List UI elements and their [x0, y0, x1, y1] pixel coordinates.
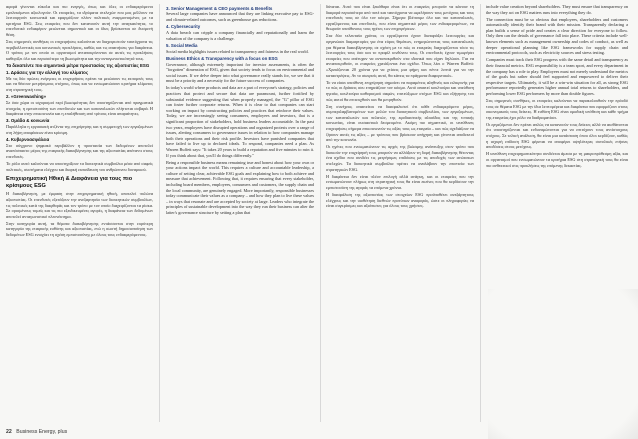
paragraph: Σε όσα χώρα οι ισχυρισμοί περί βιωσιμότητας δεν υποστηρίζονται από πραγματικά στοιχεία, η εμπιστοσύνη των επενδυτών και των καταναλωτών πλήττεται σοβαρά. Η διαφάνεια στην επικοινωνία και η επαλήθευση από τρίτους είναι απαραίτητες.	[6, 99, 153, 117]
paragraph: Στην κατηγορία αυτή, τα θέματα διακυβέρνησης εντάσσονται στην ευρύτερη κατηγορία της εταιρικής ευθύνης και αξιοπιστίας, ενώ η σωστή δημοσιοποίηση των δεδομένων ESG ενισχύει τη σχέση εμπιστοσύνης με όλους τους ενδιαφερόμενους.	[6, 220, 153, 238]
paragraph: Στη συνέχεια, απαιτείται να διασφαλιστεί ότι κάθε ενδιαφερόμενο μέρος, συμπεριλαμβανομένων των μελών του διοικητικού συμβουλίου, των εργαζομένων, των καταναλωτών και πελατών, της εφοδιαστικής αλυσίδας και της τοπικής κοινωνίας, είναι ουσιαστικά δεσμευμένο. Ακόμη πιο σημαντικό, οι υπεύθυνες επιχειρήσεις σήμερα επικοινωνούν τις αξίες τους ως εταιρεία – και πώς σχεδιάζουν να ζήσουν αυτές τις αξίες – με τρόπους που βρίσκουν απήχηση και γίνονται αποδεκτοί από την κοινωνία.	[326, 103, 474, 143]
page-curl-shadow	[488, 289, 638, 439]
section-heading: 4. Κυβερνοασφάλεια	[6, 136, 50, 142]
section-heading: Τα δεκαπέντε πιο σημαντικά μέτρα προστασίας της αξιοπιστίας ESG	[6, 62, 150, 68]
paragraph: A data breach can cripple a company financially and reputationally and harm the valuation of the company is a challenge.	[166, 30, 314, 41]
section-heading: 1. Δράσεις για την αλλαγή του κλίματος	[6, 69, 89, 75]
paragraph: The connection must be so obvious that employees, shareholders and customers automatically identify their brand with their mission. Transparently declaring a plan builds a sense of pride and creates a clear direction for everyone to follow. Only then can the details of governance fall into place. These criteria include well-known elements such as management ownership and codes of conduct, as well as deeper operational planning like ESG frameworks for supply chain and environmental protocols, such as electricity sources and stress testing.	[486, 16, 628, 56]
paragraph: Several large companies have announced that they are linking executive pay to ESG- and climate-related outcomes, such as greenhouse gas reductions.	[166, 11, 314, 22]
section-heading: 3. Ομάδα & κοινωνία	[6, 118, 50, 124]
section-heading: 5. Social Media	[166, 42, 198, 48]
paragraph: Η διασφάλιση της αξιοπιστίας των στοιχείων ESG προϋποθέτει ανεξάρτητους ελέγχους και την υιοθέτηση διεθνών προτύπων αναφοράς, ώστε οι πληροφορίες να είναι συγκρίσιμες και αξιόπιστες για όλους τους χρήστες.	[326, 192, 474, 209]
paragraph: Social media highlights issues related to transparency and fairness in the real world.	[166, 48, 309, 54]
section-heading: 3. Senior Management & CEO payments & Benefits	[166, 5, 273, 11]
paragraph: Με τις δύο πρώτες ενέργειες οι επιχειρήσεις πρέπει να μειώσουν τις εκπομπές τους και να θέσουν μετρήσιμους στόχους, όπως και να ενσωματώσουν κριτήρια κλίματος στη στρατηγική τους.	[6, 75, 153, 92]
greek-section	[486, 98, 628, 168]
paragraph: In today's world where products and data are a part of everyone's strategy, policies and practices that protect and secure that data are paramount, further fortified by substantial evidence suggesting that when properly managed, the "G" pillar of ESG can foster further corporate returns. When it is clear to that companies can start working on impact by constructing policies and practices that reinforce their values. Today, we are increasingly seeing consumers, employees and investors, that is a significant proportion of stakeholders, hold business leaders accountable. In the past two years, employees have disrupted operations and organized protests over a range of issues, alerting consumers to governance issues in relation to how companies manage both their operations and their risk profile. Investors have punished companies that have failed to live up to declared ideals. To respond, companies need a plan. As Warren Buffett says: "It takes 20 years to build a reputation and five minutes to ruin it. If you think about that, you'll do things differently."	[166, 85, 314, 158]
paragraph: Η διαφάνεια δεν είναι πλέον επιλογή αλλά ανάγκη, και οι εταιρείες που την ενσωματώνουν πλήρως στη στρατηγική τους θα είναι εκείνες που θα κερδίσουν την εμπιστοσύνη της αγοράς τα επόμενα χρόνια.	[326, 173, 474, 190]
column-divider	[159, 4, 160, 422]
paragraph: Η διακυβέρνηση, με έμφαση στην επιχειρηματική ηθική, αποτελεί πυλώνα αξιοπιστίας. Οι επενδυτές εξετάζουν την ανεξαρτησία των διοικητικών συμβουλίων, τις πολιτικές κατά της διαφθοράς και τον τρόπο με τον οποίο διαχειρίζονται τα ρίσκα. Σε ορισμένους τομείς και τις πιο εξειδικευμένες αγορές, η διαφάνεια των δεδομένων αποτελεί ανταγωνιστικό πλεονέκτημα.	[6, 191, 153, 219]
section-heading: 2. «Greenwashing»	[6, 94, 47, 100]
paragraph: include value creation beyond shareholders. They must ensure that transparency on the way they act on ESG matters runs into everything they do.	[486, 4, 628, 15]
paragraph: Governance, although extremely important for investor assessments, is often the "forgotten" dimension of ESG, given that society tends to focus on environmental and social issues. If we delve deeper into what governance really stands for, we see that it must be a priority and a necessity for the future success of companies.	[166, 61, 314, 84]
paragraph: Το να είσαι υπεύθυνη επιχείρηση σημαίνει να παραμένεις αληθινός και ειλικρινής για το πώς οι δράσεις σου επηρεάζουν τον κόσμο. Αυτό απαιτεί κουλτούρα και υπεύθυνη ηγεσία, κουλτούρα καθορισμού σαφών, επιτεύξιμων στόχων ESG και εξήγησης του πώς αυτοί θα επιτευχθούν και θα μετρηθούν.	[326, 79, 474, 102]
paragraph: Το ρόλο αυτό καλούνται να υποστηρίξουν τα διοικητικά συμβούλια μέσα από σαφείς πολιτικές, συστήματα ελέγχου και διαρκή εκπαίδευση του ανθρώπινου δυναμικού.	[6, 161, 153, 172]
section-heading: 4. Cybersecurity	[166, 24, 201, 30]
paragraph: Companies must track their ESG progress with the same detail and transparency as their financial metrics. ESG responsibility is a team sport, and every department in the company has a role to play. Employees must not merely understand the metrics of the goals but rather should feel supported and empowered to deliver their respective targets. Ultimately, it will be a win-win situation for all, as strong ESG performance reportedly generates higher annual total returns to shareholders, and performing lower ESG performers by more than double figures.	[486, 57, 628, 96]
paragraph: Being a responsible business means remaining true and honest about how your own or your actions impact the world. This requires a culture and accountable leadership, a culture of setting clear, achievable ESG goals and explaining how to both achieve and measure that achievement. Following that, it requires ensuring that every stakeholder, including board members, employees, consumers and customers, the supply chain and the local community, are genuinely engaged. More importantly, responsible businesses today communicate their values as a company – and how they plan to live these values – in ways that resonate and are accepted by society at large. Leaders who integrate the principles of sustainable development into the way they run their business can alter the latter's governance structure by setting a plan that	[166, 159, 314, 216]
column-2-english	[166, 4, 314, 422]
paragraph: Οι ηγέτες που ενσωματώνουν τις αρχές της βιώσιμης ανάπτυξης στον τρόπο που διοικούν την επιχείρησή τους μπορούν να αλλάξουν τη δομή διακυβέρνησης θέτοντας ένα σχέδιο που συνδέει τις μετρήσιμες επιδόσεις με τις αποδοχές των ανώτατων στελεχών. Τα διοικητικά συμβούλια πρέπει να αναλάβουν την εποπτεία των στρατηγικών ESG.	[326, 144, 474, 172]
paragraph: Στο σύγχρονο ψηφιακό περιβάλλον η προστασία των δεδομένων αποτελεί αναπόσπαστο μέρος της εταιρικής διακυβέρνησης και της αξιοπιστίας απέναντι στους επενδυτές.	[6, 142, 153, 159]
paragraph: Οι εργαζόμενοι δεν πρέπει απλώς να κατανοούν τους δείκτες αλλά να αισθάνονται ότι υποστηρίζονται και ενδυναμώνονται για να επιτύχουν τους αντίστοιχους στόχους. Σε τελική ανάλυση, θα είναι μια κατάσταση όπου όλοι κερδίζουν, καθώς η ισχυρή επίδοση ESG φέρεται να αποφέρει υψηλότερες συνολικές ετήσιες αποδόσεις στους μετόχους.	[486, 121, 628, 150]
column-divider	[480, 4, 481, 422]
section-heading: Business Ethics & Transparency with a focus on ESG	[166, 55, 278, 61]
section-title: Επιχειρηματική Ηθική & Διαφάνεια για τους πιο κρίσιμους ESG	[6, 176, 133, 189]
column-1	[6, 4, 153, 422]
paragraph: Στα δύο τελευταία χρόνια, οι εργαζόμενοι έχουν διαταράξει λειτουργίες και οργανώσει διαμαρτυρίες για ένα εύρος θεμάτων, ενημερώνοντας τους καταναλωτές για θέματα διακυβέρνησης σε σχέση με το πώς οι εταιρείες διαχειρίζονται τόσο τις λειτουργίες τους όσο και το προφίλ κινδύνου τους. Οι επενδυτές έχουν τιμωρήσει εταιρείες που απέτυχαν να ανταποκριθούν στα ιδανικά που είχαν δηλώσει. Για να ανταποκριθούν, οι εταιρείες χρειάζονται ένα σχέδιο. Όπως λέει ο Warren Buffett: «Χρειάζονται 20 χρόνια για να χτίσεις μια φήμη και πέντε λεπτά για να την καταστρέψεις. Αν το σκεφτείς αυτό, θα κάνεις τα πράγματα διαφορετικά».	[326, 33, 474, 78]
paragraph: Παράλληλα η εργασιακή ατζέντα της επιχείρησης και η συμμετοχή των εργαζομένων στη λήψη αποφάσεων είναι κρίσιμη.	[6, 124, 153, 135]
paragraph: Στις σημερινές συνθήκες οι επιχειρήσεις καλούνται να διαχειριστούν ταυτόχρονα τις περιβαλλοντικές και κοινωνικές προκλήσεις, καθώς και τις απαιτήσεις για διαφάνεια. Ο τρόπος με τον οποίο οι οργανισμοί ανταποκρίνονται σε αυτές τις προκλήσεις καθορίζει όλο και περισσότερο τη βιωσιμότητα και την ανταγωνιστικότητά τους.	[6, 39, 153, 61]
page-footer	[6, 429, 67, 435]
magazine-name: Business Energy, plus	[16, 429, 68, 435]
paragraph: δύναται. Αυτό που είναι ξεκάθαρο είναι ότι οι εταιρείες μπορούν να κάνουν τη διαφορά περισσότερο από ποτέ και ταυτόχρονα να ωφελήσουν τους μετόχους και τους επενδυτές τους σε όλο τον κόσμο. Σήμερα βλέπουμε όλο και πιο καταναλωτές, εργαζόμενους και επενδυτές, που είναι σημαντικό μέρος των ενδιαφερομένων, να θεωρούν υπεύθυνους τους ηγέτες των επιχειρήσεων.	[326, 4, 474, 32]
paragraph: αφορά γίνονται εύκολα και πιο ενεργές, όπως και όλες οι ενδιαφερόμενοι εμπλεκόμενοι αξιολογούν. Οι εταιρείες, τα ιδρύματα στελεχών που μας μέλλουν να λειτουργούν κοινωνικά και εφαρμόζουν πλέον πολιτικές εναρμονισμένες με τα κριτήρια ESG. Στις εταιρείες που δεν κατανοούν αυτή την αναγκαιότητα, το επενδυτικό ενδιαφέρον μειώνεται σημαντικά και οι ίδιες βρίσκονται σε δυσμενή θέση.	[6, 4, 153, 37]
column-divider	[320, 4, 321, 422]
paragraph: Στις σημερινές συνθήκες, οι εταιρείες καλούνται να παρακολουθούν την πρόοδό τους σε θέματα ESG με την ίδια λεπτομέρεια και διαφάνεια που εφαρμόζουν στους οικονομικούς τους δείκτες. Η ευθύνη ESG είναι ομαδική υπόθεση και κάθε τμήμα της εταιρείας έχει ρόλο να διαδραματίσει.	[486, 98, 628, 120]
paragraph: Η υπεύθυνη επιχειρηματικότητα συνδέεται άμεσα με τη μακροπρόθεσμη αξία, και οι οργανισμοί που ενσωματώνουν τα κριτήρια ESG στη στρατηγική τους θα είναι πιο ανθεκτικοί στις προκλήσεις της επόμενης δεκαετίας.	[486, 151, 628, 168]
column-3	[326, 4, 474, 422]
page-number: 22	[6, 429, 12, 435]
